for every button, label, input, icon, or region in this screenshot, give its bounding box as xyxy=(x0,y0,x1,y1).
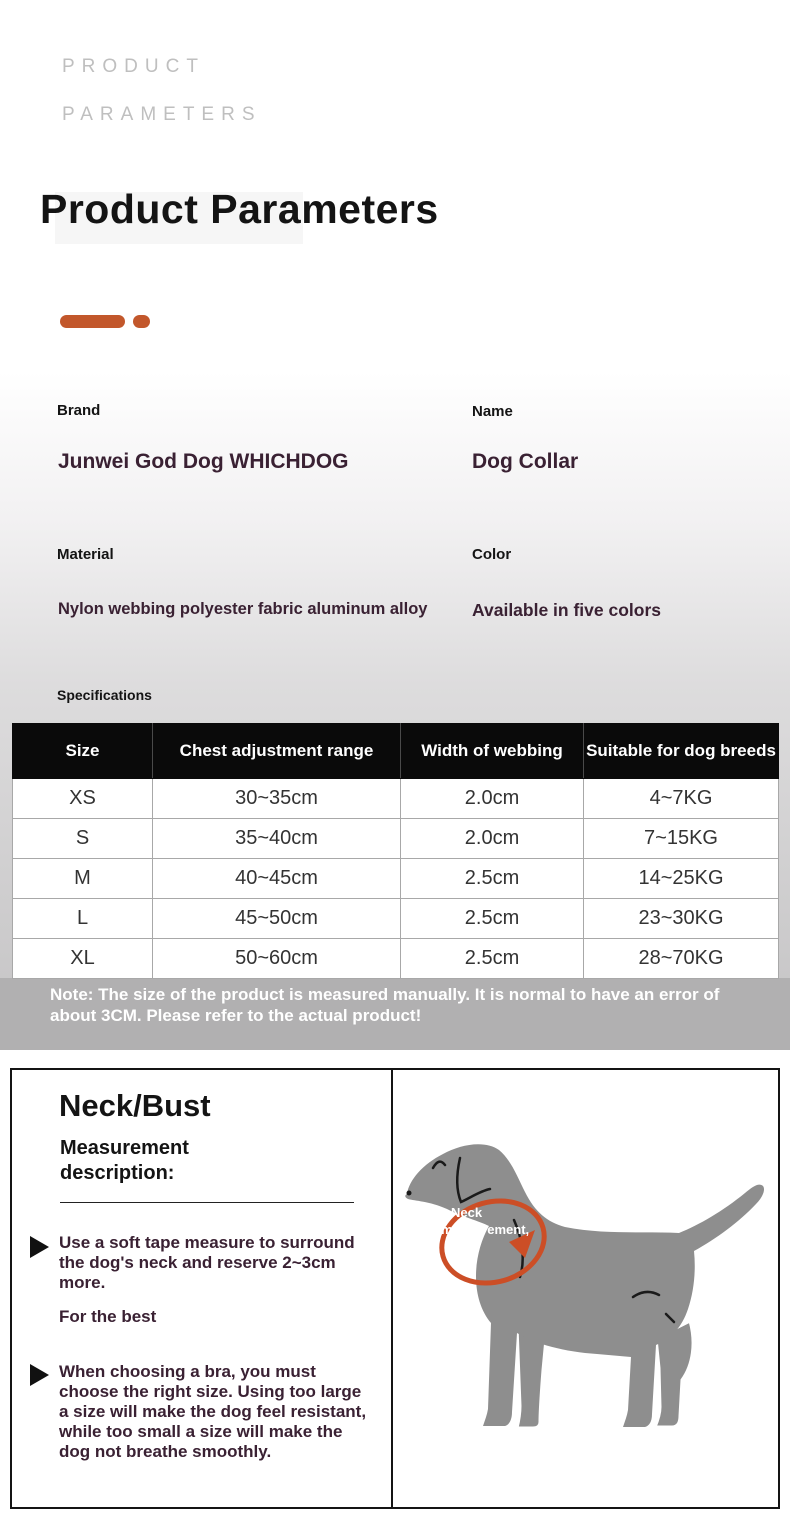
cell-chest-range: 50~60cm xyxy=(153,939,401,979)
cell-webbing-width: 2.5cm xyxy=(401,939,584,979)
color-value: Available in five colors xyxy=(472,600,662,620)
cell-webbing-width: 2.0cm xyxy=(401,779,584,819)
eyebrow-text-line2: PARAMETERS xyxy=(62,104,262,125)
table-header-row xyxy=(13,724,779,779)
measurement-note: Note: The size of the product is measured manually. It is normal to have an error of about 3CM. Please refer to the actual product! xyxy=(50,985,720,1025)
dog-body-silhouette xyxy=(405,1144,764,1427)
measurement-description-panel xyxy=(10,1068,393,1509)
material-label: Material xyxy=(57,546,114,563)
cell-chest-range: 45~50cm xyxy=(153,899,401,939)
cell-size: S xyxy=(13,819,153,859)
specifications-section-label: Specifications xyxy=(57,687,152,703)
table-header-size: Size xyxy=(13,724,153,779)
cell-webbing-width: 2.0cm xyxy=(401,819,584,859)
cell-dog-weight: 23~30KG xyxy=(584,899,779,939)
table-row xyxy=(13,899,779,939)
cell-size: XS xyxy=(13,779,153,819)
cell-dog-weight: 7~15KG xyxy=(584,819,779,859)
neck-measurement-label-line1: Neck xyxy=(451,1205,483,1220)
page-title: Product Parameters xyxy=(40,186,439,232)
dog-measurement-illustration xyxy=(393,1070,778,1507)
eyebrow-text-line1: PRODUCT xyxy=(62,56,205,77)
cell-size: XL xyxy=(13,939,153,979)
specifications-table xyxy=(12,723,778,979)
color-label: Color xyxy=(472,546,512,563)
material-value: Nylon webbing polyester fabric aluminum alloy xyxy=(58,600,428,618)
accent-bar-decoration xyxy=(60,315,125,328)
bullet-text-tape-measure: Use a soft tape measure to surround the dog's neck and reserve 2~3cm more. xyxy=(59,1233,355,1293)
cell-webbing-width: 2.5cm xyxy=(401,899,584,939)
cell-chest-range: 35~40cm xyxy=(153,819,401,859)
table-row xyxy=(13,939,779,979)
table-header-webbing-width: Width of webbing xyxy=(401,724,584,779)
cell-size: L xyxy=(13,899,153,939)
table-row xyxy=(13,819,779,859)
cell-chest-range: 40~45cm xyxy=(153,859,401,899)
cell-size: M xyxy=(13,859,153,899)
bullet-text-for-the-best: For the best xyxy=(59,1307,157,1326)
brand-value: Junwei God Dog WHICHDOG xyxy=(58,450,349,473)
measurement-description-subtitle: Measurement description: xyxy=(60,1137,189,1184)
bullet-triangle-icon xyxy=(30,1364,49,1386)
dog-diagram-panel xyxy=(391,1068,780,1509)
cell-chest-range: 30~35cm xyxy=(153,779,401,819)
table-row xyxy=(13,859,779,899)
table-header-chest-range: Chest adjustment range xyxy=(153,724,401,779)
cell-webbing-width: 2.5cm xyxy=(401,859,584,899)
table-header-dog-breeds: Suitable for dog breeds xyxy=(584,724,779,779)
neck-bust-title: Neck/Bust xyxy=(59,1088,211,1123)
bullet-text-choose-size: When choosing a bra, you must choose the right size. Using too large a size will make the dog feel resistant, while too small a size will make the dog not breathe smoothly. xyxy=(59,1362,367,1462)
accent-dot-decoration xyxy=(133,315,150,328)
name-value: Dog Collar xyxy=(472,450,579,473)
table-row xyxy=(13,779,779,819)
cell-dog-weight: 28~70KG xyxy=(584,939,779,979)
cell-dog-weight: 4~7KG xyxy=(584,779,779,819)
cell-dog-weight: 14~25KG xyxy=(584,859,779,899)
neck-measurement-label-line2: measurement, xyxy=(441,1222,530,1237)
dog-nose-dot xyxy=(407,1191,412,1196)
divider-line xyxy=(60,1202,354,1203)
name-label: Name xyxy=(472,403,513,420)
bullet-triangle-icon xyxy=(30,1236,49,1258)
brand-label: Brand xyxy=(57,402,101,419)
